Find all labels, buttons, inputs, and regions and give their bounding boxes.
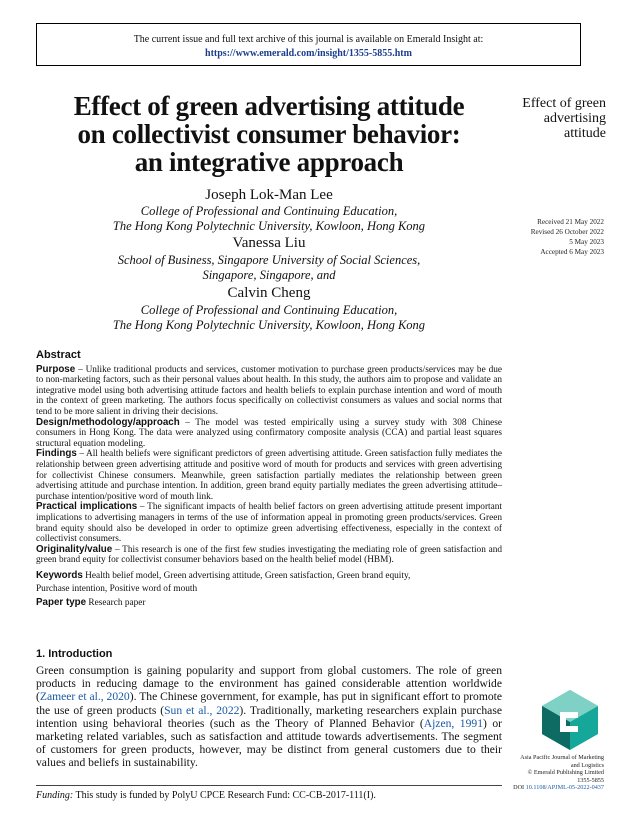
abstract-originality <box>36 545 502 566</box>
paper-type-text: Research paper <box>86 597 146 608</box>
revised-date: Revised 26 October 2022 <box>530 228 604 236</box>
doi-label: DOI <box>513 784 526 792</box>
abstract <box>36 350 502 610</box>
abstract-purpose <box>36 365 502 418</box>
publisher: © Emerald Publishing Limited <box>527 769 604 777</box>
archive-notice: The current issue and full text archive of this journal is available on Emerald Insight at: <box>133 34 484 45</box>
intro-text: ). The Chinese government, for example, has put in significant effort to promote the use of green products ( <box>36 690 502 717</box>
article-history <box>478 217 604 257</box>
journal-name: and Logistics <box>570 761 604 769</box>
funding-label: Funding: <box>36 790 74 801</box>
running-head-line: attitude <box>564 126 606 141</box>
funding-note <box>36 790 506 801</box>
accepted-date: Accepted 6 May 2023 <box>540 248 604 256</box>
keywords-text: Health belief model, Green advertising attitude, Green satisfaction, Green brand equity, <box>82 570 411 581</box>
archive-notice-box <box>36 23 581 66</box>
doi <box>484 784 604 792</box>
author-name: Joseph Lok-Man Lee <box>205 187 333 203</box>
findings-label: Findings <box>36 448 77 460</box>
author-affiliation: College of Professional and Continuing Education, <box>140 204 398 218</box>
abstract-heading: Abstract <box>36 349 81 361</box>
journal-name: Asia Pacific Journal of Marketing <box>520 754 604 761</box>
purpose-label: Purpose <box>36 363 76 375</box>
citation-link[interactable]: Sun et al., 2022 <box>164 703 240 717</box>
intro-text: ) or marketing related variables, such as satisfaction and attitude towards advertisements. The segment of customers for green products, however, may be distinct from general customers due to their values and beliefs in sustainability. <box>36 716 502 770</box>
implications-text: – The significant impacts of health belief factors on green advertising attitude present important implications to advertising managers in terms of the use of information appeal in promoting green products/services. Green brand equity should also be developed in order to optimize green advertising effectiveness, especially in the context of collectivist consumers. <box>36 502 502 545</box>
issn: 1355-5855 <box>577 776 604 784</box>
author-affiliation: Singapore, Singapore, and <box>202 268 336 282</box>
article-title <box>36 92 502 176</box>
paper-type <box>36 596 502 610</box>
title-line: an integrative approach <box>134 147 404 177</box>
received-date: Received 21 May 2022 <box>537 218 604 226</box>
journal-url-link[interactable]: https://www.emerald.com/insight/1355-5855.htm <box>205 48 412 59</box>
abstract-implications <box>36 502 502 544</box>
author-affiliation: School of Business, Singapore University of Social Sciences, <box>117 253 421 267</box>
keywords-label: Keywords <box>36 569 83 581</box>
purpose-text: – Unlike traditional products and services, customer motivation to purchase green products/services may be due to non-marketing factors, such as their personal values about health. In this study, the authors aim to propose and validate an integrative model using both advertising attitude factors and health beliefs to explain purchase intention and word of mouth in the context of green marketing. The authors focus specifically on collectivist consumers as values and social norms that tend to be more salient in driving their decisions. <box>36 364 502 417</box>
author-name: Vanessa Liu <box>232 235 306 251</box>
citation-link[interactable]: Zameer et al., 2020 <box>39 690 130 704</box>
author-affiliation: The Hong Kong Polytechnic University, Kowloon, Hong Kong <box>112 318 426 332</box>
title-line: on collectivist consumer behavior: <box>77 119 461 149</box>
intro-text: Green consumption is gaining popularity and support from global customers. The role of green products in reducing damage to the environment has gained considerable attention worldwide ( <box>36 664 502 704</box>
running-head-line: advertising <box>543 111 606 126</box>
keywords-text: Purchase intention, Positive word of mouth <box>36 583 198 594</box>
footnote-divider <box>36 785 502 786</box>
intro-text: ). Traditionally, marketing researchers explain purchase intention using behavioral theories (such as the Theory of Planned Behavior ( <box>36 703 502 730</box>
originality-label: Originality/value <box>36 543 113 555</box>
implications-label: Practical implications <box>36 501 138 513</box>
abstract-findings <box>36 449 502 502</box>
revised-date: 5 May 2023 <box>569 238 604 246</box>
findings-text: – All health beliefs were significant predictors of green advertising attitude. Green satisfaction fully mediates the relationship between green advertising attitude and positive word of mouth for products and services with green advertising for collectivist Chinese consumers. Meanwhile, green satisfaction partially mediates the relationship between green advertising attitude and purchase intention. In addition, green brand equity partially mediates the green advertising attitude–purchase intention/positive word of mouth link. <box>36 449 502 502</box>
section-heading: 1. Introduction <box>36 648 113 660</box>
keywords <box>36 569 502 596</box>
introduction-section <box>36 648 502 770</box>
introduction-paragraph <box>36 664 502 770</box>
originality-text: – This research is one of the first few studies investigating the mediating role of green satisfaction and green brand equity for collectivist consumer behaviors based on the health belief model (HBM). <box>36 544 502 566</box>
design-label: Design/methodology/approach <box>36 416 180 428</box>
abstract-design <box>36 418 502 450</box>
journal-info <box>484 754 604 792</box>
citation-link[interactable]: Ajzen, 1991 <box>423 716 483 730</box>
running-head-line: Effect of green <box>522 96 606 111</box>
doi-link[interactable]: 10.1108/APJML-05-2022-0437 <box>525 784 604 792</box>
journal-logo-icon <box>538 688 602 752</box>
running-head <box>500 96 606 141</box>
author-name: Calvin Cheng <box>227 285 311 301</box>
paper-type-label: Paper type <box>36 596 87 608</box>
title-line: Effect of green advertising attitude <box>73 91 465 121</box>
author-affiliation: The Hong Kong Polytechnic University, Kowloon, Hong Kong <box>112 219 426 233</box>
design-text: – The model was tested empirically using a survey study with 308 Chinese consumers in Hong Kong. The data were analyzed using confirmatory composite analysis (CCA) and partial least squares structural equation modeling. <box>36 417 502 449</box>
funding-text: This study is funded by PolyU CPCE Research Fund: CC-CB-2017-111(I). <box>73 790 376 801</box>
author-affiliation: College of Professional and Continuing Education, <box>140 303 398 317</box>
